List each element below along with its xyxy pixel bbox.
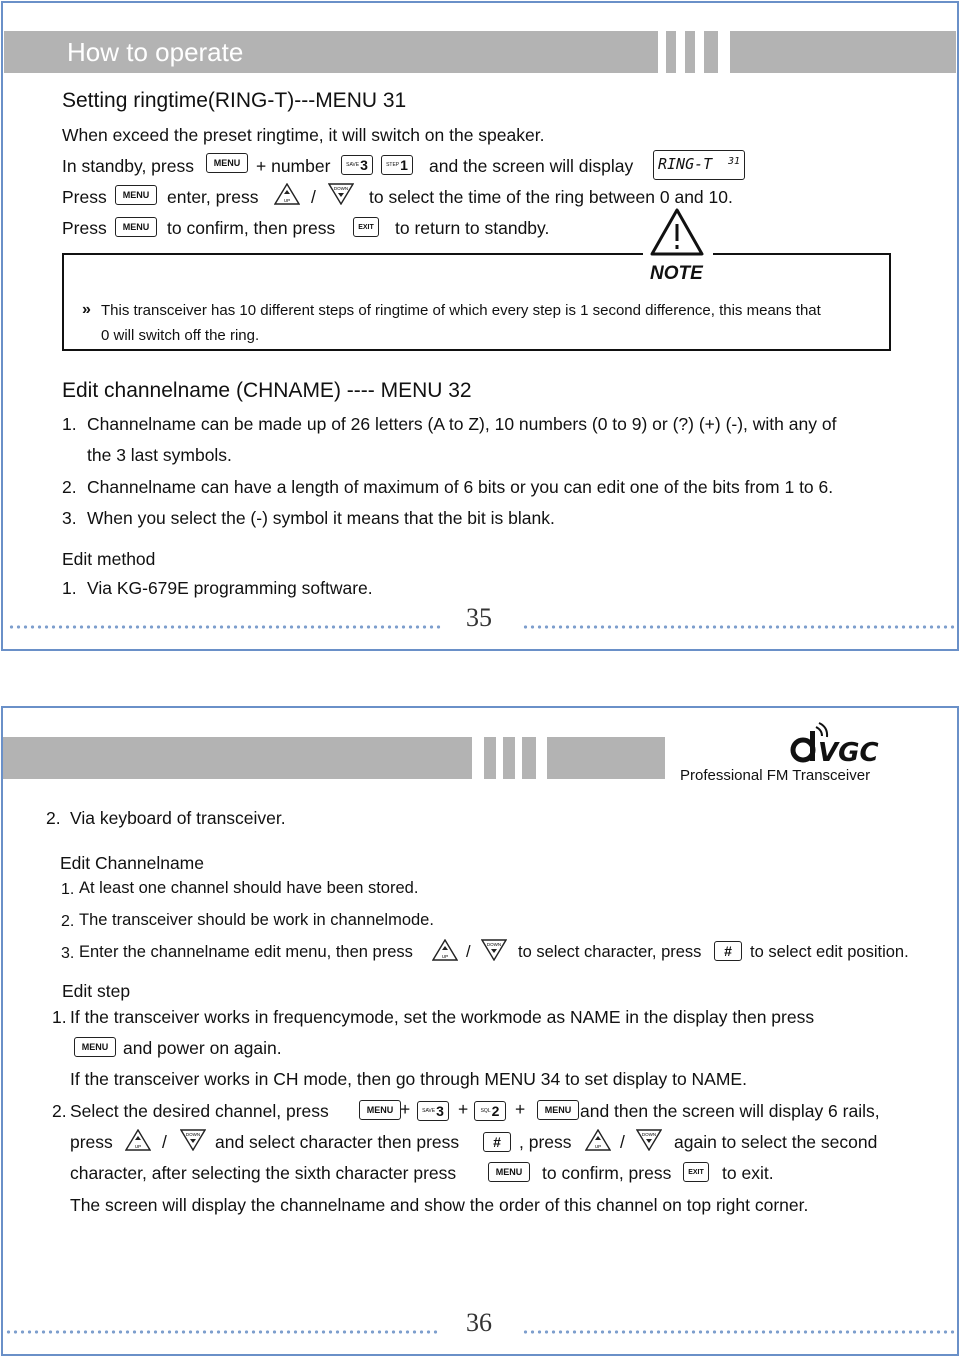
up-key-icon [274,183,300,205]
footer-dots [8,624,442,630]
save-3-key-icon: SAVE 3 [341,155,373,175]
lcd-channel: 31 [727,156,740,167]
section-title: Edit channelname (CHNAME) ---- MENU 32 [62,379,472,402]
svg-text:UP: UP [441,954,449,959]
text: to select the time of the ring between 0 and 10. [369,187,733,207]
list-number: 2. [52,1101,67,1121]
warning-icon [650,208,704,256]
brand-subtitle: Professional FM Transceiver [680,767,871,784]
header-title: How to operate [67,37,244,67]
list-number: 2. [62,477,77,497]
text: and then the screen will display 6 rails, [580,1101,880,1121]
down-key-icon [636,1129,662,1151]
list-item: Channelname can be made up of 26 letters (A to Z), 10 numbers (0 to 9) or (?) (+) (-), with any of [87,414,837,434]
up-key-icon [125,1129,151,1151]
svg-text:DOWN: DOWN [333,186,349,191]
text: to confirm, then press [167,218,336,238]
header-stripe [484,737,496,779]
svg-text:DOWN: DOWN [486,942,502,947]
note-label: NOTE [650,263,703,284]
text: In standby, press [62,156,194,176]
text: / [311,187,316,207]
text: and power on again. [123,1038,282,1058]
list-number: 2. [46,808,61,828]
list-number: 3. [61,945,75,962]
header-bar-right [730,31,956,73]
list-item: Channelname can have a length of maximum of 6 bits or you can edit one of the bits from 1 to 6. [87,477,834,497]
chevron-icon: » [82,301,91,318]
list-item: Via KG-679E programming software. [87,578,373,598]
up-key-icon [585,1129,611,1151]
exit-key-icon: EXIT [353,217,379,237]
menu-key-icon: MENU [537,1100,579,1120]
list-item: Enter the channelname edit menu, then press [79,943,413,961]
header-stripe [666,31,676,73]
text: character, after selecting the sixth character press [70,1163,457,1183]
text: + [458,1099,469,1119]
menu-key-icon: MENU [488,1162,530,1182]
hash-key-icon: # [483,1132,511,1152]
list-item: If the transceiver works in frequencymode, set the workmode as NAME in the display then press [70,1007,815,1027]
header-stripe [704,31,718,73]
text: + number [256,156,331,176]
text: / [620,1132,625,1152]
paragraph: The screen will display the channelname and show the order of this channel on top right corner. [70,1195,809,1215]
text: + [515,1099,526,1119]
menu-key-icon: MENU [74,1037,116,1057]
note-text: This transceiver has 10 different steps of ringtime of which every step is 1 second difference, this means that [101,302,821,319]
svg-text:UP: UP [134,1144,142,1149]
text: + [400,1099,411,1119]
footer-dots [522,1329,956,1335]
page-number: 35 [466,603,492,632]
svg-text:DOWN: DOWN [641,1132,657,1137]
page-36 [1,706,959,1356]
list-number: 3. [62,508,77,528]
header-bar-right [547,737,665,779]
menu-key-icon: MENU [206,153,248,173]
vgc-logo [788,721,892,767]
list-number: 1. [62,578,77,598]
header-stripe [522,737,536,779]
subheading: Edit step [62,981,131,1001]
paragraph: When exceed the preset ringtime, it will switch on the speaker. [62,125,545,145]
svg-text:UP: UP [594,1144,602,1149]
text: to select edit position. [750,943,909,961]
text: / [466,943,471,961]
svg-text:DOWN: DOWN [185,1132,201,1137]
down-key-icon [481,939,507,961]
section-title: Setting ringtime(RING-T)---MENU 31 [62,89,407,112]
up-key-icon [432,939,458,961]
hash-key-icon: # [714,941,742,961]
list-item: When you select the (-) symbol it means that the bit is blank. [87,508,555,528]
menu-key-icon: MENU [359,1100,401,1120]
page-number: 36 [466,1308,492,1337]
list-number: 1. [62,414,77,434]
text: again to select the second [674,1132,878,1152]
text: Select the desired channel, press [70,1101,329,1121]
text: , press [519,1132,572,1152]
list-number: 2. [61,913,75,930]
header-bar [3,737,472,779]
text: and select character then press [215,1132,460,1152]
subheading: Edit Channelname [60,853,204,873]
note-text: 0 will switch off the ring. [101,327,260,344]
text: Press [62,187,107,207]
text: to return to standby. [395,218,550,238]
text: enter, press [167,187,259,207]
footer-dots [522,624,956,630]
svg-text:UP: UP [283,198,291,203]
step-1-key-icon: STEP 1 [381,155,413,175]
exit-key-icon: EXIT [683,1162,709,1182]
text: to exit. [722,1163,774,1183]
text: to confirm, press [542,1163,672,1183]
header-stripe [503,737,515,779]
list-item: At least one channel should have been stored. [79,879,419,897]
save-3-key-icon: SAVE 3 [417,1101,449,1121]
sql-2-key-icon: SQL 2 [474,1101,506,1121]
text: to select character, press [518,943,702,961]
list-item: Via keyboard of transceiver. [70,808,286,828]
text: Press [62,218,107,238]
menu-key-icon: MENU [115,185,157,205]
paragraph: If the transceiver works in CH mode, then go through MENU 34 to set display to NAME. [70,1069,747,1089]
svg-text:VGC: VGC [818,738,879,767]
list-item: The transceiver should be work in channelmode. [79,911,434,929]
list-item: the 3 last symbols. [87,445,232,465]
lcd-display [653,150,745,180]
text: / [162,1132,167,1152]
text: press [70,1132,113,1152]
header-stripe [685,31,695,73]
text: and the screen will display [429,156,634,176]
down-key-icon [328,183,354,205]
list-number: 1. [52,1007,67,1027]
list-number: 1. [61,881,75,898]
footer-dots [5,1329,439,1335]
lcd-text: RING-T [658,155,713,173]
down-key-icon [180,1129,206,1151]
subheading: Edit method [62,549,156,569]
menu-key-icon: MENU [115,217,157,237]
